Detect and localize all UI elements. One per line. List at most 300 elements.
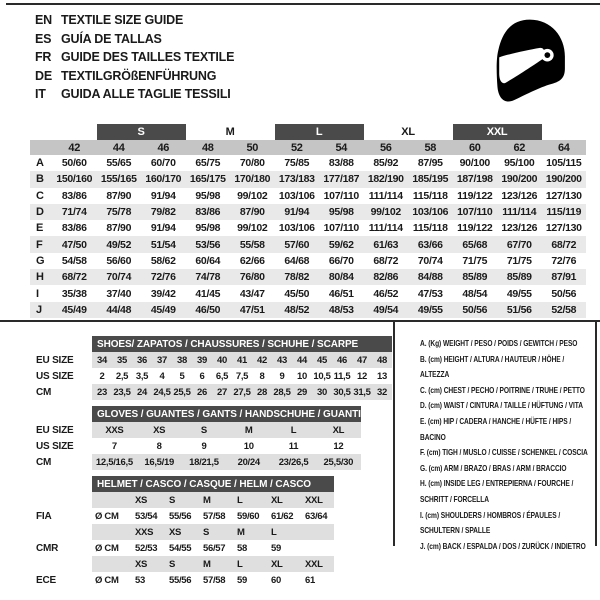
helmet-sizes-row-ece — [34, 556, 334, 572]
shoes-cell: 3,5 — [135, 370, 149, 382]
measurement-cell: 49/55 — [506, 287, 532, 300]
footwear-accessories-tables — [34, 336, 392, 594]
row-label: EU SIZE — [36, 354, 74, 366]
size-number-label-cell — [30, 140, 52, 155]
helmet-value-cell: 52/53 — [135, 542, 158, 554]
measurement-cell: 50/56 — [551, 287, 577, 300]
shoes-cell: 28 — [252, 384, 272, 400]
helmet-value-cell: 54/55 — [169, 542, 192, 554]
measurement-cell: 99/102 — [364, 204, 409, 220]
shoes-cell: 9 — [279, 370, 285, 382]
measurement-cell: 78/82 — [275, 269, 320, 285]
measurement-cell: 60/64 — [195, 254, 221, 267]
shoes-cell: 25,5 — [172, 384, 192, 400]
measurement-cell: 54/58 — [61, 254, 87, 267]
shoes-row-eu-size — [34, 352, 392, 368]
helmet-size-cell — [300, 524, 334, 540]
textile-size-table — [30, 124, 586, 318]
shoes-cell: 5 — [179, 370, 185, 382]
helmet-size-cell: XS — [130, 556, 164, 572]
shoes-cell: 30 — [312, 384, 332, 400]
size-group-s: S — [97, 124, 186, 140]
measurement-cell: 185/195 — [408, 171, 453, 187]
measurement-cell: 123/126 — [501, 222, 538, 235]
size-number-cell: 44 — [97, 140, 142, 155]
helmet-size-cell: L — [232, 492, 266, 508]
shoes-cell: 46 — [332, 352, 352, 368]
measurement-cell: 190/200 — [542, 171, 587, 187]
measurement-cell: 103/106 — [408, 204, 453, 220]
measurement-row-G — [30, 253, 586, 269]
language-code: EN — [35, 13, 52, 27]
measurement-cell: 155/165 — [97, 171, 142, 187]
row-label: US SIZE — [36, 440, 74, 452]
measurement-cell: 45/50 — [284, 287, 310, 300]
shoes-cell: 39 — [192, 352, 212, 368]
measurement-row-E — [30, 220, 586, 236]
helmet-value-cell: 56/57 — [203, 542, 226, 554]
measurement-cell: 62/66 — [239, 254, 265, 267]
corner-cell — [30, 124, 52, 140]
racing-helmet-icon-svg — [486, 16, 570, 106]
measurement-cell: 44/48 — [97, 302, 142, 318]
size-group-spacer — [52, 124, 97, 140]
measurement-cell: 95/98 — [319, 204, 364, 220]
language-code: FR — [35, 50, 52, 64]
measurement-cell: 87/90 — [106, 222, 132, 235]
helmet-title-row — [34, 476, 334, 492]
legend-item-g: G. (cm) ARM / BRAZO / BRAS / ARM / BRACCIO — [420, 462, 567, 473]
measurement-cell: 67/70 — [497, 236, 542, 252]
measurement-cell: 46/50 — [186, 302, 231, 318]
language-code: ES — [35, 31, 52, 46]
shoes-cell: 37 — [152, 352, 172, 368]
measurement-cell: 51/56 — [497, 302, 542, 318]
measurement-cell: 56/60 — [106, 254, 132, 267]
measurement-cell: 59/62 — [319, 236, 364, 252]
measurement-cell: 99/102 — [237, 222, 268, 235]
measurement-cell: 83/86 — [186, 204, 231, 220]
helmet-size-cell: S — [164, 556, 198, 572]
measurement-cell: 68/72 — [373, 254, 399, 267]
measurement-cell: 65/75 — [195, 157, 221, 170]
shoes-row-cm — [34, 384, 392, 400]
textile-size-table-head — [30, 124, 586, 155]
language-code: IT — [35, 87, 46, 101]
gloves-row-cm — [34, 454, 361, 470]
diameter-unit-label: Ø CM — [95, 510, 119, 522]
helmet-size-cell: XS — [130, 492, 164, 508]
shoes-size-table — [34, 336, 392, 400]
measurement-cell: 87/95 — [417, 157, 443, 170]
size-number-cell: 42 — [52, 140, 97, 155]
gloves-cell: XL — [316, 422, 361, 438]
helmet-size-cell: XL — [266, 556, 300, 572]
helmet-size-table — [34, 476, 334, 588]
gloves-cell: 8 — [156, 440, 162, 452]
size-group-xxl: XXL — [453, 124, 542, 140]
shoes-cell: 27 — [212, 384, 232, 400]
shoes-cell: 28,5 — [272, 384, 292, 400]
unit-spacer — [92, 492, 130, 508]
measurement-row-B — [30, 171, 586, 187]
language-row — [35, 48, 234, 67]
language-row — [35, 11, 234, 30]
row-label-spacer — [34, 492, 92, 508]
measurement-cell: 70/74 — [97, 269, 142, 285]
unit-spacer — [92, 556, 130, 572]
measurement-cell: 85/89 — [497, 269, 542, 285]
measurement-cell: 91/94 — [150, 189, 176, 202]
helmet-sizes-row-fia — [34, 492, 334, 508]
shoes-cell: 7,5 — [235, 370, 249, 382]
helmet-value-cell: 60 — [271, 574, 281, 586]
measurement-cell: 61/63 — [364, 236, 409, 252]
helmet-size-cell: XXS — [130, 524, 164, 540]
gloves-cell: 9 — [201, 440, 207, 452]
language-code: DE — [35, 68, 52, 83]
size-number-cell: 62 — [497, 140, 542, 155]
shoes-cell: 31,5 — [352, 384, 372, 400]
measurement-cell: 127/130 — [545, 189, 582, 202]
legend-item-j: J. (cm) BACK / ESPALDA / DOS / ZURÜCK / INDIETRO — [420, 540, 586, 551]
standard-label: FIA — [36, 510, 52, 522]
gloves-cell: XS — [137, 422, 182, 438]
shoes-cell: 32 — [372, 384, 392, 400]
helmet-value-cell: 59 — [237, 574, 247, 586]
shoes-title-row — [34, 336, 392, 352]
shoes-cell: 41 — [232, 352, 252, 368]
shoes-cell: 48 — [372, 352, 392, 368]
helmet-size-cell: L — [232, 556, 266, 572]
shoes-cell: 27,5 — [232, 384, 252, 400]
shoes-cell: 23,5 — [112, 384, 132, 400]
helmet-value-cell: 59 — [271, 542, 281, 554]
measurement-cell: 71/75 — [462, 254, 488, 267]
shoes-cell: 2 — [99, 370, 105, 382]
shoes-cell: 6,5 — [215, 370, 229, 382]
measurement-cell: 47/53 — [417, 287, 443, 300]
measurement-cell: 47/50 — [52, 236, 97, 252]
helmet-value-cell: 57/58 — [203, 574, 226, 586]
shoes-cell: 26 — [192, 384, 212, 400]
measurement-cell: 66/70 — [328, 254, 354, 267]
measurement-cell: 68/72 — [52, 269, 97, 285]
helmet-title: HELMET / CASCO / CASQUE / HELM / CASCO — [92, 476, 334, 492]
measurement-cell: 85/92 — [373, 157, 399, 170]
measurement-cell: 173/183 — [275, 171, 320, 187]
shoes-cell: 4 — [159, 370, 165, 382]
top-rule — [6, 3, 600, 5]
measurement-cell: 39/42 — [150, 287, 176, 300]
row-label: EU SIZE — [36, 424, 74, 436]
measurement-legend-items — [420, 336, 592, 554]
measurement-cell: 85/89 — [453, 269, 498, 285]
measurement-cell: 49/52 — [97, 236, 142, 252]
size-number-row — [30, 140, 586, 155]
measurement-cell: 63/66 — [408, 236, 453, 252]
gloves-cell: 16,5/19 — [137, 454, 182, 470]
shoes-cell: 35 — [112, 352, 132, 368]
measurement-cell: 70/80 — [239, 157, 265, 170]
shoes-cell: 6 — [199, 370, 205, 382]
language-title: TEXTILE SIZE GUIDE — [61, 13, 184, 27]
shoes-cell: 40 — [212, 352, 232, 368]
measurement-row-F — [30, 236, 586, 252]
helmet-size-cell: XXL — [300, 556, 334, 572]
standard-label: CMR — [36, 542, 59, 554]
helmet-value-cell: 57/58 — [203, 510, 226, 522]
measurement-cell: 80/84 — [319, 269, 364, 285]
size-group-spacer — [542, 124, 587, 140]
measurement-cell: 87/90 — [230, 204, 275, 220]
gloves-cell: 7 — [111, 440, 117, 452]
row-label: E — [36, 222, 44, 235]
measurement-cell: 49/55 — [408, 302, 453, 318]
row-label: CM — [36, 386, 52, 398]
measurement-cell: 99/102 — [237, 189, 268, 202]
measurement-cell: 41/45 — [195, 287, 221, 300]
language-title: GUIDA ALLE TAGLIE TESSILI — [61, 87, 231, 101]
textile-size-table-body — [30, 155, 586, 318]
measurement-cell: 46/51 — [328, 287, 354, 300]
gloves-cell: XXS — [92, 422, 137, 438]
measurement-cell: 52/58 — [542, 302, 587, 318]
measurement-cell: 60/70 — [150, 157, 176, 170]
measurement-cell: 84/88 — [408, 269, 453, 285]
legend-item-e: E. (cm) HIP / CADERA / HANCHE / HÜFTE / HIPS / BACINO — [420, 415, 572, 442]
legend-left-rule — [393, 320, 395, 546]
row-label: US SIZE — [36, 370, 74, 382]
measurement-cell: 119/122 — [457, 189, 493, 202]
legend-item-a: A. (Kg) WEIGHT / PESO / POIDS / GEWITCH / PESO — [420, 338, 578, 348]
shoes-cell: 8 — [259, 370, 265, 382]
row-label: D — [30, 204, 52, 220]
shoes-title: SHOES/ ZAPATOS / CHAUSSURES / SCHUHE / SCARPE — [92, 336, 392, 352]
helmet-values-row-fia — [34, 508, 334, 524]
measurement-cell: 43/47 — [239, 287, 265, 300]
size-number-cell: 54 — [319, 140, 364, 155]
helmet-values-row-ece — [34, 572, 334, 588]
measurement-cell: 83/86 — [61, 222, 87, 235]
helmet-size-cell: M — [198, 556, 232, 572]
size-group-xl: XL — [401, 126, 415, 138]
measurement-cell: 107/110 — [453, 204, 498, 220]
measurement-cell: 127/130 — [545, 222, 582, 235]
measurement-row-J — [30, 302, 586, 318]
measurement-cell: 91/94 — [275, 204, 320, 220]
row-label-spacer — [34, 524, 92, 540]
helmet-value-cell — [300, 540, 334, 556]
legend-item-i: I. (cm) SHOULDERS / HOMBROS / ÉPAULES / SCHULTERN / SPALLE — [420, 509, 561, 536]
measurement-cell: 37/40 — [106, 287, 132, 300]
measurement-row-H — [30, 269, 586, 285]
row-label: CM — [36, 456, 52, 468]
legend-item-c: C. (cm) CHEST / PECHO / POITRINE / TRUHE / PETTO — [420, 384, 585, 395]
gloves-cell: L — [271, 422, 316, 438]
shoes-cell: 38 — [172, 352, 192, 368]
size-group-m: M — [225, 126, 235, 138]
measurement-cell: 72/76 — [141, 269, 186, 285]
shoes-cell: 43 — [272, 352, 292, 368]
helmet-size-cell: L — [266, 524, 300, 540]
section-divider-rule — [0, 320, 600, 322]
helmet-size-cell: M — [198, 492, 232, 508]
measurement-cell: 70/74 — [417, 254, 443, 267]
unit-spacer — [92, 524, 130, 540]
language-list — [35, 11, 234, 104]
measurement-cell: 87/91 — [542, 269, 587, 285]
helmet-values-row-cmr — [34, 540, 334, 556]
measurement-cell: 103/106 — [278, 222, 315, 235]
measurement-cell: 49/54 — [364, 302, 409, 318]
measurement-cell: 119/122 — [457, 222, 493, 235]
gloves-cell: 20/24 — [226, 454, 271, 470]
measurement-cell: 190/200 — [497, 171, 542, 187]
shoes-cell: 30,5 — [332, 384, 352, 400]
measurement-cell: 74/78 — [186, 269, 231, 285]
measurement-cell: 71/75 — [506, 254, 532, 267]
shoes-cell: 24,5 — [152, 384, 172, 400]
measurement-cell: 35/38 — [61, 287, 87, 300]
shoes-cell: 23 — [92, 384, 112, 400]
measurement-cell: 123/126 — [501, 189, 538, 202]
language-title: TEXTILGRÖßENFÜHRUNG — [61, 68, 217, 83]
size-number-cell: 64 — [542, 140, 587, 155]
measurement-legend — [420, 336, 592, 554]
helmet-size-cell: XXL — [300, 492, 334, 508]
gloves-cell: 10 — [243, 440, 254, 452]
measurement-cell: 71/74 — [52, 204, 97, 220]
helmet-size-cell: M — [232, 524, 266, 540]
measurement-cell: 111/114 — [368, 189, 403, 202]
measurement-cell: 65/68 — [453, 236, 498, 252]
measurement-cell: 103/106 — [278, 189, 315, 202]
size-number-cell: 58 — [408, 140, 453, 155]
size-number-cell: 48 — [186, 140, 231, 155]
measurement-cell: 51/54 — [141, 236, 186, 252]
shoes-cell: 36 — [132, 352, 152, 368]
helmet-value-cell: 55/56 — [169, 510, 192, 522]
measurement-cell: 83/88 — [328, 157, 354, 170]
row-label: A — [36, 157, 44, 170]
measurement-cell: 48/52 — [275, 302, 320, 318]
measurement-cell: 72/76 — [551, 254, 577, 267]
measurement-cell: 53/56 — [186, 236, 231, 252]
helmet-size-cell: S — [164, 492, 198, 508]
shoes-cell: 10 — [297, 370, 307, 382]
diameter-unit-label: Ø CM — [95, 542, 119, 554]
shoes-cell: 47 — [352, 352, 372, 368]
helmet-value-cell: 53/54 — [135, 510, 158, 522]
legend-right-rule — [595, 320, 597, 546]
gloves-cell: 18/21,5 — [182, 454, 227, 470]
measurement-cell: 170/180 — [230, 171, 275, 187]
helmet-value-cell: 61/62 — [271, 510, 294, 522]
legend-item-b: B. (cm) HEIGHT / ALTURA / HAUTEUR / HÖHE / ALTEZZA — [420, 353, 565, 380]
helmet-value-cell: 58 — [237, 542, 247, 554]
shoes-cell: 12 — [357, 370, 367, 382]
racing-helmet-icon — [486, 16, 570, 106]
measurement-cell: 91/94 — [150, 222, 176, 235]
gloves-cell: S — [182, 422, 227, 438]
measurement-cell: 76/80 — [230, 269, 275, 285]
gloves-row-us-size — [34, 438, 361, 454]
measurement-cell: 87/90 — [106, 189, 132, 202]
shoes-cell: 24 — [132, 384, 152, 400]
diameter-unit-label: Ø CM — [95, 574, 119, 586]
gloves-cell: 11 — [288, 440, 299, 452]
measurement-cell: 115/118 — [412, 189, 448, 202]
measurement-cell: 160/170 — [141, 171, 186, 187]
measurement-cell: 68/72 — [542, 236, 587, 252]
helmet-value-cell: 59/60 — [237, 510, 260, 522]
row-label-spacer — [34, 556, 92, 572]
helmet-size-cell: XS — [164, 524, 198, 540]
measurement-cell: 95/98 — [195, 189, 221, 202]
language-title: GUÍA DE TALLAS — [61, 31, 162, 46]
measurement-cell: 55/65 — [106, 157, 132, 170]
measurement-cell: 55/58 — [230, 236, 275, 252]
measurement-row-I — [30, 285, 586, 301]
measurement-cell: 150/160 — [52, 171, 97, 187]
measurement-cell: 79/82 — [141, 204, 186, 220]
helmet-value-cell: 63/64 — [305, 510, 328, 522]
measurement-cell: 187/198 — [453, 171, 498, 187]
measurement-cell: 165/175 — [186, 171, 231, 187]
measurement-row-A — [30, 155, 586, 171]
helmet-value-cell: 61 — [305, 574, 315, 586]
helmet-value-cell: 53 — [135, 574, 145, 586]
legend-item-d: D. (cm) WAIST / CINTURA / TAILLE / HÜFTUNG / VITA — [420, 400, 583, 411]
row-label: H — [30, 269, 52, 285]
gloves-size-table — [34, 406, 361, 470]
measurement-cell: 107/110 — [323, 189, 359, 202]
row-label: I — [36, 287, 39, 300]
row-label: B — [30, 171, 52, 187]
gloves-title: GLOVES / GUANTES / GANTS / HANDSCHUHE / GUANTI — [92, 406, 361, 422]
measurement-cell: 58/62 — [150, 254, 176, 267]
measurement-cell: 75/85 — [284, 157, 310, 170]
size-number-cell: 50 — [230, 140, 275, 155]
size-number-cell: 60 — [453, 140, 498, 155]
row-label: J — [30, 302, 52, 318]
gloves-cell: 12 — [333, 440, 344, 452]
shoes-cell: 13 — [377, 370, 387, 382]
size-group-row — [30, 124, 586, 140]
measurement-cell: 107/110 — [323, 222, 359, 235]
helmet-size-cell: S — [198, 524, 232, 540]
gloves-cell: 23/26,5 — [271, 454, 316, 470]
measurement-cell: 95/98 — [195, 222, 221, 235]
measurement-row-C — [30, 188, 586, 204]
language-row — [35, 85, 234, 104]
measurement-cell: 50/60 — [61, 157, 87, 170]
helmet-size-cell: XL — [266, 492, 300, 508]
shoes-cell: 34 — [92, 352, 112, 368]
measurement-cell: 48/53 — [319, 302, 364, 318]
shoes-cell: 10,5 — [313, 370, 331, 382]
row-label: G — [36, 254, 45, 267]
measurement-cell: 111/114 — [368, 222, 403, 235]
gloves-cell: M — [226, 422, 271, 438]
measurement-cell: 90/100 — [459, 157, 490, 170]
measurement-cell: 45/49 — [141, 302, 186, 318]
measurement-cell: 45/49 — [52, 302, 97, 318]
shoes-row-us-size — [34, 368, 392, 384]
helmet-sizes-row-cmr — [34, 524, 334, 540]
row-label: F — [30, 236, 52, 252]
